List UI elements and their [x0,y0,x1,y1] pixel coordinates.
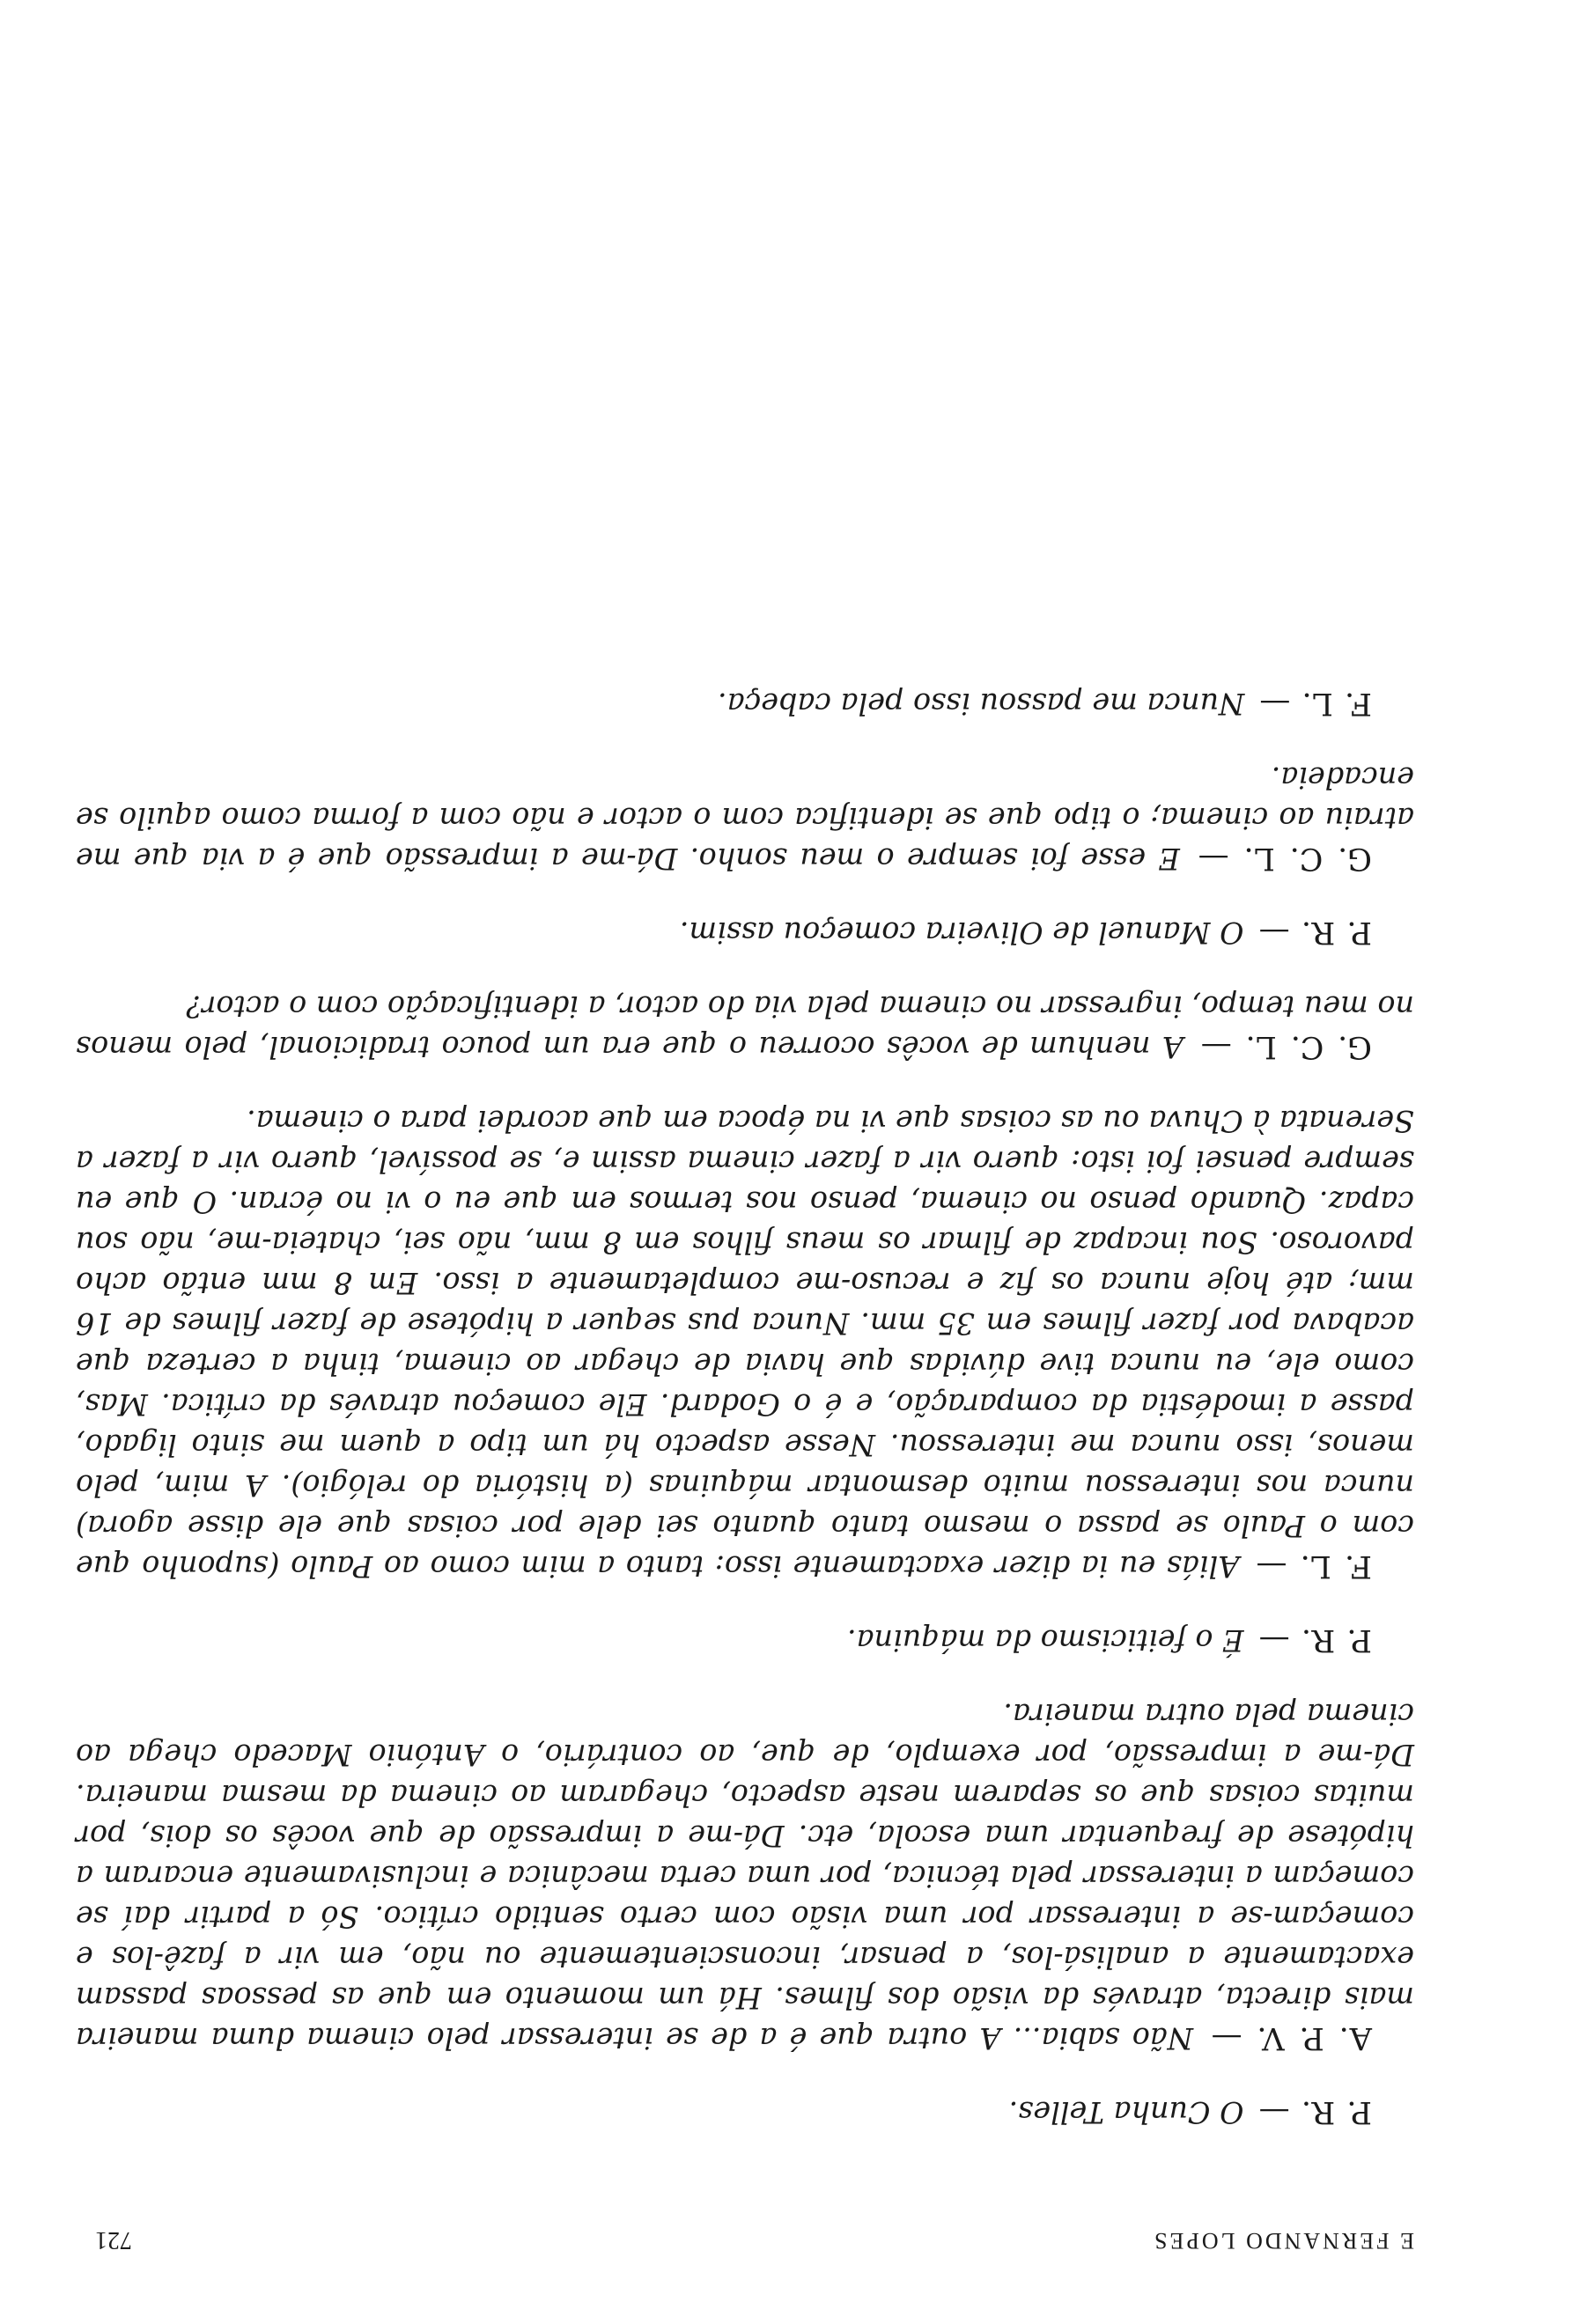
speaker-label: G. C. L. — [1187,1029,1372,1064]
speaker-label: P. R. — [1248,1622,1372,1658]
turn-text: A nenhum de vocês ocorreu o que era um pouco tradicional, pelo menos no meu tempo, ingressar no cinema pela via do actor, a identificação com o actor? [76,989,1414,1064]
page-number: 721 [95,2226,132,2254]
page-content [76,650,1414,2254]
turn-text: O Cunha Telles. [1008,2095,1244,2129]
dialogue-turn [76,1100,1414,1586]
dialogue-turn [76,986,1414,1067]
turn-text: O Manuel de Oliveira começou assim. [679,916,1244,950]
turn-text: Nunca me passou isso pela cabeça. [718,687,1245,721]
speaker-label: F. L. — [1248,686,1372,721]
dialogue-turn [76,1694,1414,2058]
speaker-label: F. L. — [1242,1548,1372,1584]
running-head-title: E FERNANDO LOPES [1152,2228,1414,2254]
speaker-label: A. P. V. — [1197,2020,1372,2056]
turn-text: Aliás eu ia dizer exactamente isso: tanto a mim como ao Paulo (suponho que com o Paulo se passa o mesmo tanto quanto sei dele por coisas que ele disse agora) nunca nos interessou muito desmontar máquinas (a história do relógio). A mim, pelo menos, isso nunca me interessou. Nesse aspecto há um tipo a quem me sinto ligado, passe a imodéstia da comparação, e é o Godard. Ele começou através da crítica. Mas, como ele, eu nunca tive dúvidas que havia de chegar ao cinema, tinha a certeza que acabava por fazer filmes em 35 mm. Nunca pus sequer a hipótese de fazer filmes de 16 mm; até hoje nunca os fiz e recuso-me completamente a isso. Em 8 mm então acho pavoroso. Sou incapaz de filmar os meus filhos em 8 mm, não sei, chateia-me, não sou capaz. Quando penso no cinema, penso nos termos em que eu o vi no écran. O que eu sempre pensei foi isto: quero vir a fazer cinema assim e, se possível, quero vir a fazer a Serenata à Chuva ou as coisas que vi na época em que acordei para o cinema. [76,1104,1414,1584]
dialogue-turn [76,757,1414,879]
dialogue-turn [76,683,1414,724]
turn-text: Não sabia... A outra que é a de se interessar pelo cinema duma maneira mais directa, através da visão dos filmes. Há um momento em que as pessoas passam exactamente a analisá-los, a pensar, inconscientemente ou não, em vir a fazê-los e começam-se a interessar por uma visão com certo sentido crítico. Só a partir daí se começam a interessar pela técnica, por uma certa mecânica e inclusivamente encaram a hipótese de frequentar uma escola, etc. Dá-me a impressão de que vocês os dois, por muitas coisas que os separem neste aspecto, chegaram ao cinema da mesma maneira. Dá-me a impressão, por exemplo, de que, ao contrário, o António Macedo chega ao cinema pela outra maneira. [76,1697,1414,2056]
running-head [76,2218,1414,2254]
speaker-label: P. R. — [1248,915,1372,950]
speaker-label: P. R. — [1248,2094,1372,2129]
speaker-label: G. C. L. — [1184,841,1372,876]
turn-text: E esse foi sempre o meu sonho. Dá-me a impressão que é a via que me atraiu ao cinema; o tipo que se identifica com o actor e não com a forma como aquilo se encadeia. [76,761,1414,876]
dialogue-turn [76,912,1414,952]
dialogue-turn [76,2092,1414,2132]
dialogue-turn [76,1620,1414,1660]
turn-text: É o feiticismo da máquina. [847,1623,1244,1658]
